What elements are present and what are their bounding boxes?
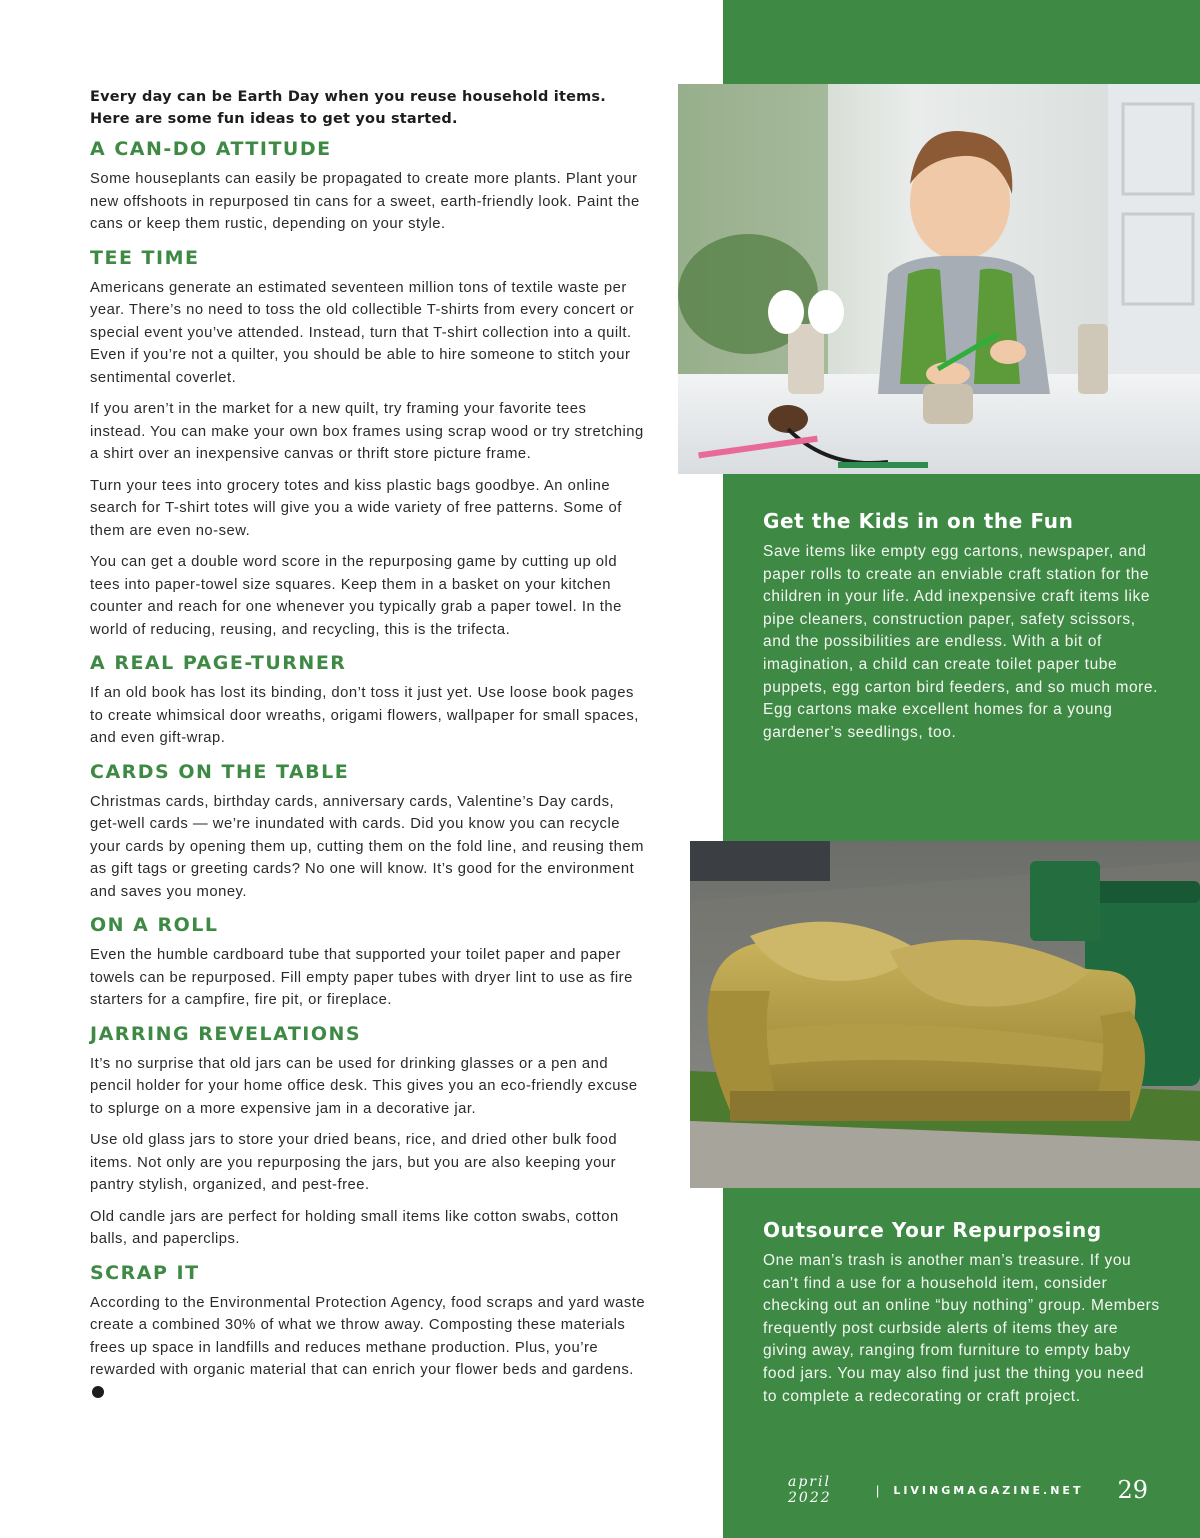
section-heading: CARDS ON THE TABLE <box>90 760 350 783</box>
intro-text <box>90 86 646 130</box>
end-mark-icon <box>92 1386 104 1398</box>
section-scrap-it <box>90 1260 646 1405</box>
footer-separator: | <box>875 1482 880 1498</box>
sidebar-outsource <box>763 1216 1163 1408</box>
kids-craft-photo <box>678 84 1200 474</box>
website-link[interactable]: LIVINGMAGAZINE.NET <box>893 1483 1084 1497</box>
section-on-a-roll <box>90 912 646 1012</box>
page-footer <box>788 1474 1148 1506</box>
section-heading: A REAL PAGE-TURNER <box>90 652 347 674</box>
section-cards-on-the-table <box>90 759 646 904</box>
sidebar-kids-fun <box>763 507 1163 744</box>
section-paragraph <box>90 1292 646 1405</box>
section-paragraph: If an old book has lost its binding, don’t toss it just yet. Use loose book pages to create whimsical door wreaths, origami flowers, wallpaper for small spaces, and even gift-wrap. <box>90 685 639 746</box>
sidebar-text: Save items like empty egg cartons, newspaper, and paper rolls to create an enviable craft station for the children in your life. Add inexpensive craft items like pipe cleaners, construction paper, safety scissors, and the possibilities are endless. With a bit of imagination, a child can create toilet paper tube puppets, egg carton bird feeders, and so much more. Egg cartons make excellent homes for a young gardener’s seedlings, too. <box>763 543 1159 741</box>
section-paragraph: Turn your tees into grocery totes and kiss plastic bags goodbye. An online search for T-shirt totes will give you a wide variety of free patterns. Some of them are even no-sew. <box>90 477 622 539</box>
section-tee-time <box>90 245 646 642</box>
sidebar-heading: Get the Kids in on the Fun <box>763 509 1074 533</box>
section-paragraph-text: According to the Environmental Protection Agency, food scraps and yard waste create a combined 30% of what we throw away. Composting these materials frees up space in landfills and reduces methane production. Plus, you’re rewarded with organic material that can enrich your flower beds and gardens. <box>90 1294 646 1378</box>
intro-line-1: Every day can be Earth Day when you reuse household items. <box>90 89 606 105</box>
section-heading: ON A ROLL <box>90 914 219 936</box>
section-jarring-revelations <box>90 1021 646 1251</box>
section-heading: A CAN-DO ATTITUDE <box>90 138 332 160</box>
section-can-do-attitude <box>90 136 646 236</box>
article-body <box>90 86 646 1413</box>
sidebar-text: One man’s trash is another man’s treasure. If you can’t find a use for a household item, consider checking out an online “buy nothing” group. Members frequently post curbside alerts of items they are giving away, ranging from furniture to empty baby food jars. You may also find just the thing you need to complete a redecorating or craft project. <box>763 1252 1160 1405</box>
section-heading: JARRING REVELATIONS <box>90 1022 362 1045</box>
section-paragraph: Christmas cards, birthday cards, anniversary cards, Valentine’s Day cards, get-well cards — we’re inundated with cards. Did you know you can recycle your cards by opening them up, cutting them on the fold line, and reusing them as gift tags or greeting cards? No one will know. It’s good for the environment and saves you money. <box>90 793 644 900</box>
section-heading: TEE TIME <box>90 246 200 269</box>
section-paragraph: Old candle jars are perfect for holding small items like cotton swabs, cotton balls, and paperclips. <box>90 1208 619 1247</box>
sidebar-heading: Outsource Your Repurposing <box>763 1218 1102 1242</box>
section-paragraph: Some houseplants can easily be propagated to create more plants. Plant your new offshoots in repurposed tin cans for a sweet, earth-friendly look. Paint the cans or keep them rustic, depending on your style. <box>90 171 640 232</box>
section-paragraph: Even the humble cardboard tube that supported your toilet paper and paper towels can be repurposed. Fill empty paper tubes with dryer lint to use as fire starters for a campfire, fire pit, or fireplace. <box>90 947 633 1008</box>
section-real-page-turner <box>90 650 646 750</box>
section-paragraph: It’s no surprise that old jars can be used for drinking glasses or a pen and pencil holder for your home office desk. This gives you an eco-friendly excuse to splurge on a more expensive jam in a decorative jar. <box>90 1055 638 1117</box>
curbside-couch-photo <box>690 841 1200 1188</box>
intro-line-2: Here are some fun ideas to get you started. <box>90 111 458 127</box>
page-number: 29 <box>1117 1476 1148 1504</box>
section-paragraph: You can get a double word score in the repurposing game by cutting up old tees into paper-towel size squares. Keep them in a basket on your kitchen counter and reach for one whenever you typically grab a paper towel. In the world of reducing, reusing, and recycling, this is the trifecta. <box>90 554 622 638</box>
section-paragraph: Use old glass jars to store your dried beans, rice, and dried other bulk food items. Not only are you repurposing the jars, but you are also keeping your pantry stylish, organized, and pest-free. <box>90 1132 618 1193</box>
section-heading: SCRAP IT <box>90 1261 200 1284</box>
section-paragraph: Americans generate an estimated seventeen million tons of textile waste per year. There’s no need to toss the old collectible T-shirts from every concert or special event you’ve attended. Instead, turn that T-shirt collection into a quilt. Even if you’re not a quilter, you should be able to hire someone to stitch your sentimental coverlet. <box>90 279 635 386</box>
issue-date: april 2022 <box>788 1474 832 1506</box>
section-paragraph: If you aren’t in the market for a new quilt, try framing your favorite tees instead. You can make your own box frames using scrap wood or try stretching a shirt over an inexpensive canvas or thrift store picture frame. <box>90 401 644 462</box>
